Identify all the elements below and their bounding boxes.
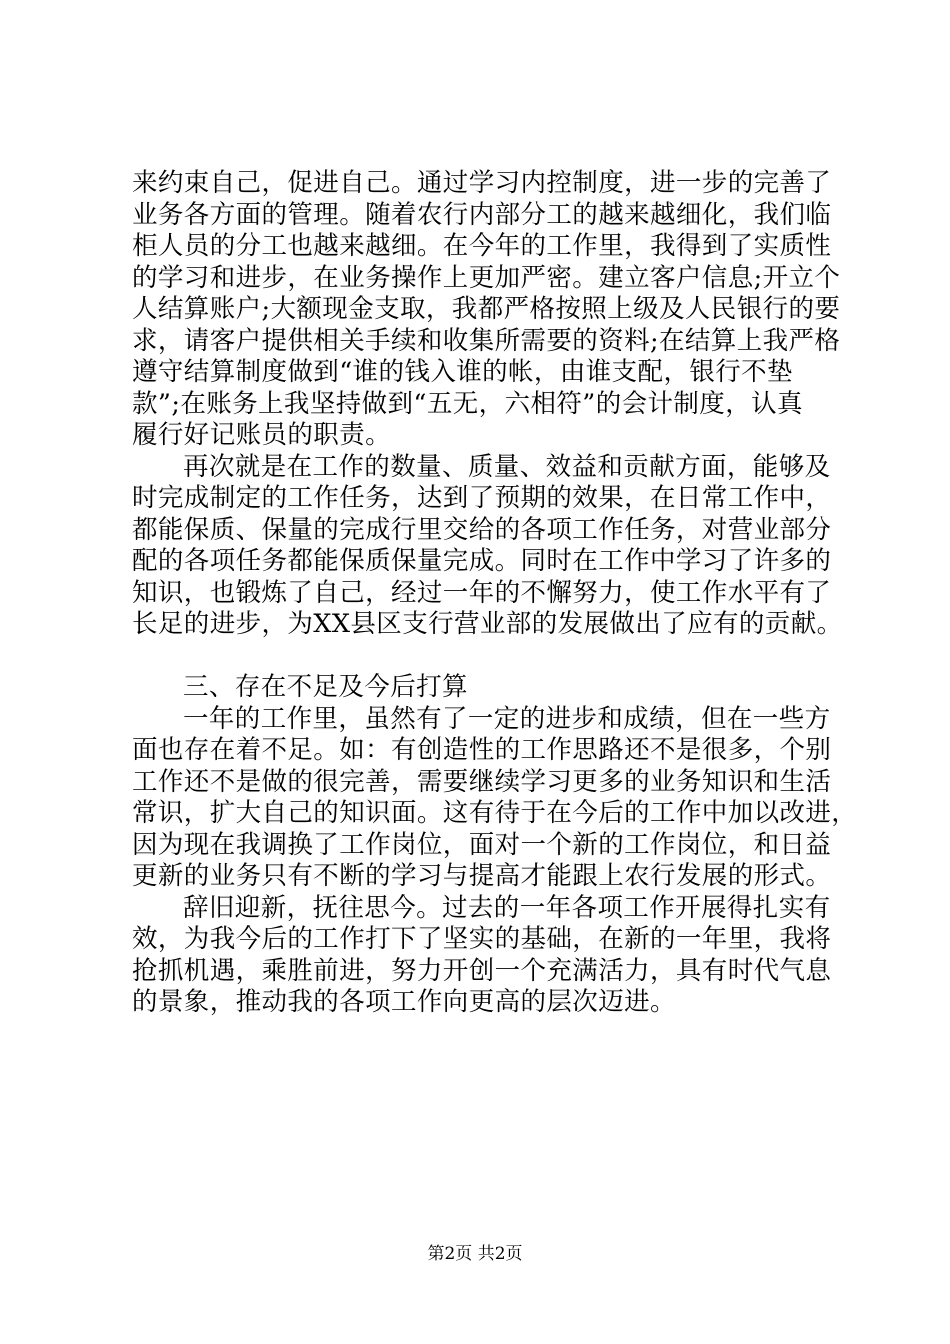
blank-line: [132, 641, 832, 673]
text-line: 配的各项任务都能保质保量完成。同时在工作中学习了许多的: [132, 546, 832, 576]
text-line: 履行好记账员的职责。: [132, 420, 392, 450]
text-line: 款”;在账务上我坚持做到“五无，六相符”的会计制度，认真: [132, 388, 803, 419]
text-line: 都能保质、保量的完成行里交给的各项工作任务，对营业部分: [132, 514, 832, 545]
text-line: 人结算账户;大额现金支取，我都严格按照上级及人民银行的要: [132, 294, 841, 324]
text-line: 时完成制定的工作任务，达到了预期的效果，在日常工作中，: [132, 483, 832, 513]
text-line: 柜人员的分工也越来越细。在今年的工作里，我得到了实质性: [132, 231, 832, 261]
text-line: 遵守结算制度做到“谁的钱入谁的帐，由谁支配，银行不垫: [132, 357, 793, 387]
text-line: 抢抓机遇，乘胜前进，努力开创一个充满活力，具有时代气息: [132, 955, 832, 986]
text-line: 效，为我今后的工作打下了坚实的基础，在新的一年里，我将: [132, 924, 832, 954]
text-line: 因为现在我调换了工作岗位，面对一个新的工作岗位，和日益: [132, 829, 832, 860]
paragraph-1: [132, 168, 841, 452]
text-line: 常识，扩大自己的知识面。这有待于在今后的工作中加以改进，: [132, 798, 858, 828]
text-line: 辞旧迎新，抚往思今。过去的一年各项工作开展得扎实有: [183, 892, 831, 923]
text-line: 长足的进步，为XX县区支行营业部的发展做出了应有的贡献。: [132, 609, 843, 639]
paragraph-4: [132, 893, 832, 1019]
text-line: 一年的工作里，虽然有了一定的进步和成绩，但在一些方: [183, 703, 831, 734]
paragraph-2: [132, 451, 843, 641]
page-footer: 第2页 共2页: [427, 1244, 523, 1264]
paragraph-3: [132, 703, 858, 893]
text-line: 再次就是在工作的数量、质量、效益和贡献方面，能够及: [183, 451, 831, 482]
text-line: 面也存在着不足。如：有创造性的工作思路还不是很多，个别: [132, 735, 832, 765]
text-line: 业务各方面的管理。随着农行内部分工的越来越细化，我们临: [132, 199, 832, 230]
text-line: 求，请客户提供相关手续和收集所需要的资料;在结算上我严格: [132, 325, 841, 356]
text-line: 的学习和进步，在业务操作上更加严密。建立客户信息;开立个: [132, 262, 841, 293]
text-line: 工作还不是做的很完善，需要继续学习更多的业务知识和生活: [132, 766, 832, 797]
section-heading: 三、存在不足及今后打算: [183, 672, 468, 702]
document-body: [132, 168, 858, 1019]
text-line: 知识，也锻炼了自己，经过一年的不懈努力，使工作水平有了: [132, 577, 832, 608]
text-line: 更新的业务只有不断的学习与提高才能跟上农行发展的形式。: [132, 861, 832, 891]
text-line: 来约束自己，促进自己。通过学习内控制度，进一步的完善了: [132, 168, 832, 198]
text-line: 的景象，推动我的各项工作向更高的层次迈进。: [132, 987, 676, 1017]
